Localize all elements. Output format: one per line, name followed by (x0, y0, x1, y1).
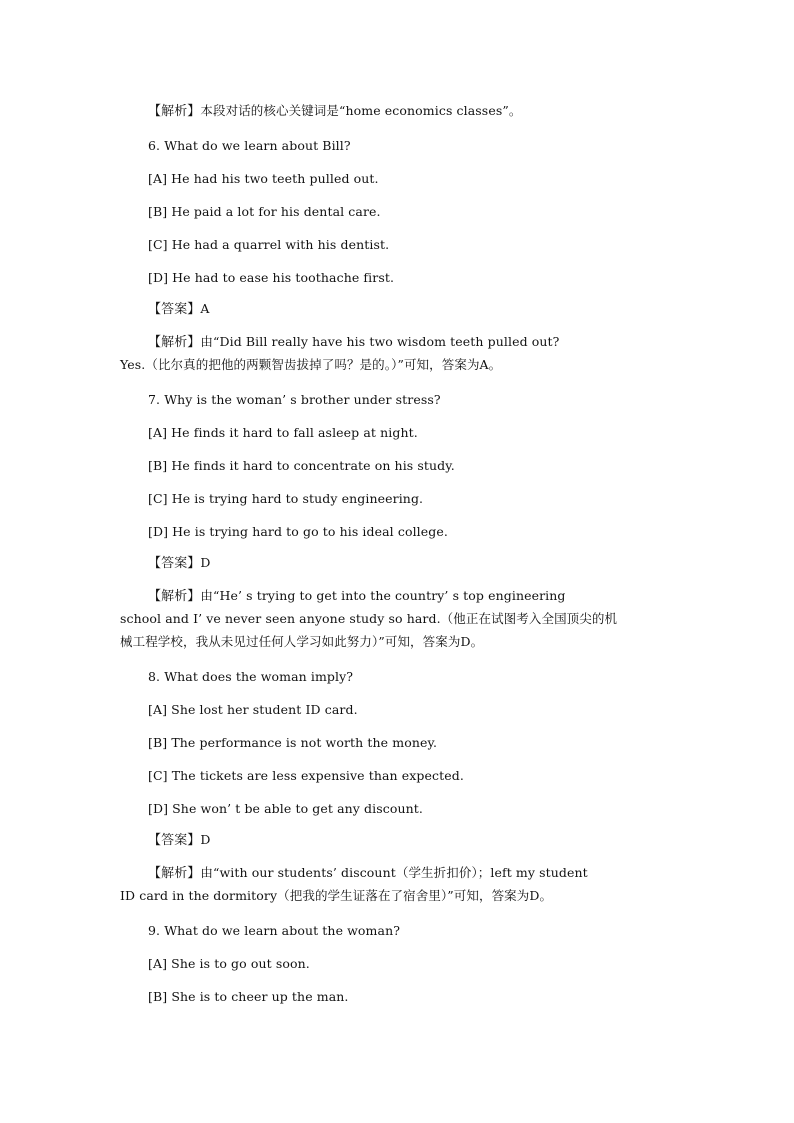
analysis-tag: 【解析】 (148, 866, 201, 881)
analysis-7-line3: 械工程学校，我从未见过任何人学习如此努力）”可知，答案为D。 (120, 634, 484, 649)
option-6a: [A] He had his two teeth pulled out. (148, 171, 379, 186)
analysis-tag: 【解析】 (148, 589, 201, 604)
answer-value: D (200, 832, 211, 847)
option-9a: [A] She is to go out soon. (148, 956, 310, 971)
answer-8 (148, 832, 211, 849)
analysis-text: 由“Did Bill really have his two wisdom teeth pulled out? (200, 334, 560, 349)
answer-tag: 【答案】 (148, 556, 201, 571)
question-7: 7. Why is the woman’ s brother under stress? (148, 392, 441, 407)
analysis-7-line2: school and I’ ve never seen anyone study so hard.（他正在试图考入全国顶尖的机 (120, 611, 618, 626)
answer-tag: 【答案】 (148, 833, 201, 848)
option-6b: [B] He paid a lot for his dental care. (148, 204, 381, 219)
answer-tag: 【答案】 (148, 302, 201, 317)
option-8c: [C] The tickets are less expensive than expected. (148, 768, 464, 783)
answer-7 (148, 555, 211, 572)
analysis-text: 本段对话的核心关键词是“home economics classes”。 (200, 103, 522, 118)
option-6c: [C] He had a quarrel with his dentist. (148, 237, 390, 252)
analysis-tag: 【解析】 (148, 104, 201, 119)
analysis-text: 由“with our students’ discount（学生折扣价）；left my student (200, 865, 588, 880)
option-8d: [D] She won’ t be able to get any discount. (148, 801, 423, 816)
answer-6 (148, 301, 210, 318)
analysis-line (148, 103, 521, 120)
option-9b: [B] She is to cheer up the man. (148, 989, 349, 1004)
question-9: 9. What do we learn about the woman? (148, 923, 401, 938)
analysis-8-line1 (148, 865, 588, 882)
option-6d: [D] He had to ease his toothache first. (148, 270, 395, 285)
answer-value: D (200, 555, 211, 570)
answer-value: A (200, 301, 210, 316)
option-8a: [A] She lost her student ID card. (148, 702, 358, 717)
analysis-tag: 【解析】 (148, 335, 201, 350)
question-6: 6. What do we learn about Bill? (148, 138, 351, 153)
option-7d: [D] He is trying hard to go to his ideal college. (148, 524, 448, 539)
option-7a: [A] He finds it hard to fall asleep at night. (148, 425, 418, 440)
option-8b: [B] The performance is not worth the money. (148, 735, 438, 750)
analysis-7-line1 (148, 588, 566, 605)
option-7b: [B] He finds it hard to concentrate on his study. (148, 458, 455, 473)
analysis-text: 由“He’ s trying to get into the country’ s top engineering (200, 588, 566, 603)
analysis-6-line2: Yes.（比尔真的把他的两颗智齿拔掉了吗？是的。）”可知，答案为A。 (120, 357, 502, 372)
question-8: 8. What does the woman imply? (148, 669, 354, 684)
analysis-8-line2: ID card in the dormitory（把我的学生证落在了宿舍里）”可知，答案为D。 (120, 888, 553, 903)
option-7c: [C] He is trying hard to study engineering. (148, 491, 424, 506)
analysis-6-line1 (148, 334, 559, 351)
